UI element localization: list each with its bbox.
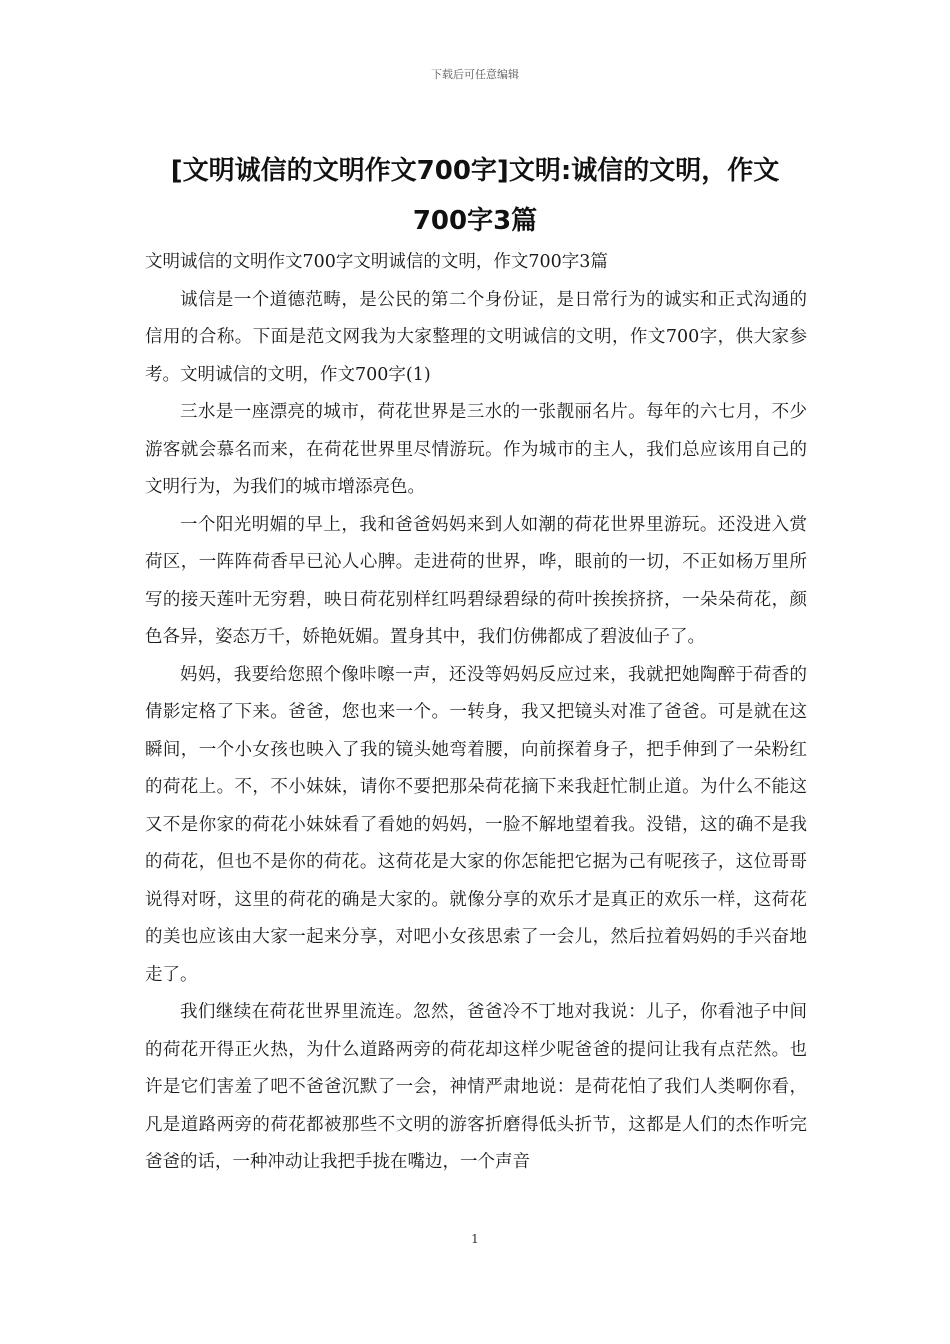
- paragraph: 一个阳光明媚的早上，我和爸爸妈妈来到人如潮的荷花世界里游玩。还没进入赏荷区，一阵阵荷香早已沁人心脾。走进荷的世界，哗，眼前的一切，不正如杨万里所写的接天莲叶无穷碧，映日荷花别样红吗碧绿碧绿的荷叶挨挨挤挤，一朵朵荷花，颜色各异，姿态万千，娇艳妩媚。置身其中，我们仿佛都成了碧波仙子了。: [145, 514, 807, 647]
- header-note: 下载后可任意编辑: [431, 68, 519, 81]
- paragraph: 三水是一座漂亮的城市，荷花世界是三水的一张靓丽名片。每年的六七月，不少游客就会慕名而来，在荷花世界里尽情游玩。作为城市的主人，我们总应该用自己的文明行为，为我们的城市增添亮色。: [145, 402, 807, 497]
- document-title: [文明诚信的文明作文700字]文明:诚信的文明，作文700字3篇: [170, 156, 780, 236]
- paragraph: 妈妈，我要给您照个像咔嚓一声，还没等妈妈反应过来，我就把她陶醉于荷香的倩影定格了下来。爸爸，您也来一个。一转身，我又把镜头对准了爸爸。可是就在这瞬间，一个小女孩也映入了我的镜头她弯着腰，向前探着身子，把手伸到了一朵粉红的荷花上。不，不小妹妹，请你不要把那朵荷花摘下来我赶忙制止道。为什么不能这又不是你家的荷花小妹妹看了看她的妈妈，一脸不解地望着我。没错，这的确不是我的荷花，但也不是你的荷花。这荷花是大家的你怎能把它据为己有呢孩子，这位哥哥说得对呀，这里的荷花的确是大家的。就像分享的欢乐才是真正的欢乐一样，这荷花的美也应该由大家一起来分享，对吧小女孩思索了一会儿，然后拉着妈妈的手兴奋地走了。: [145, 664, 807, 985]
- page-number: 1: [471, 1232, 479, 1246]
- paragraph: 我们继续在荷花世界里流连。忽然，爸爸冷不丁地对我说：儿子，你看池子中间的荷花开得正火热，为什么道路两旁的荷花却这样少呢爸爸的提问让我有点茫然。也许是它们害羞了吧不爸爸沉默了一会，神情严肃地说：是荷花怕了我们人类啊你看，凡是道路两旁的荷花都被那些不文明的游客折磨得低头折节，这都是人们的杰作听完爸爸的话，一种冲动让我把手拢在嘴边，一个声音: [145, 1002, 807, 1172]
- paragraph-subtitle: 文明诚信的文明作文700字文明诚信的文明，作文700字3篇: [145, 252, 608, 272]
- document-body: [145, 244, 807, 1182]
- paragraph: 诚信是一个道德范畴，是公民的第二个身份证，是日常行为的诚实和正式沟通的信用的合称。下面是范文网我为大家整理的文明诚信的文明，作文700字，供大家参考。文明诚信的文明，作文700字(1): [145, 289, 807, 385]
